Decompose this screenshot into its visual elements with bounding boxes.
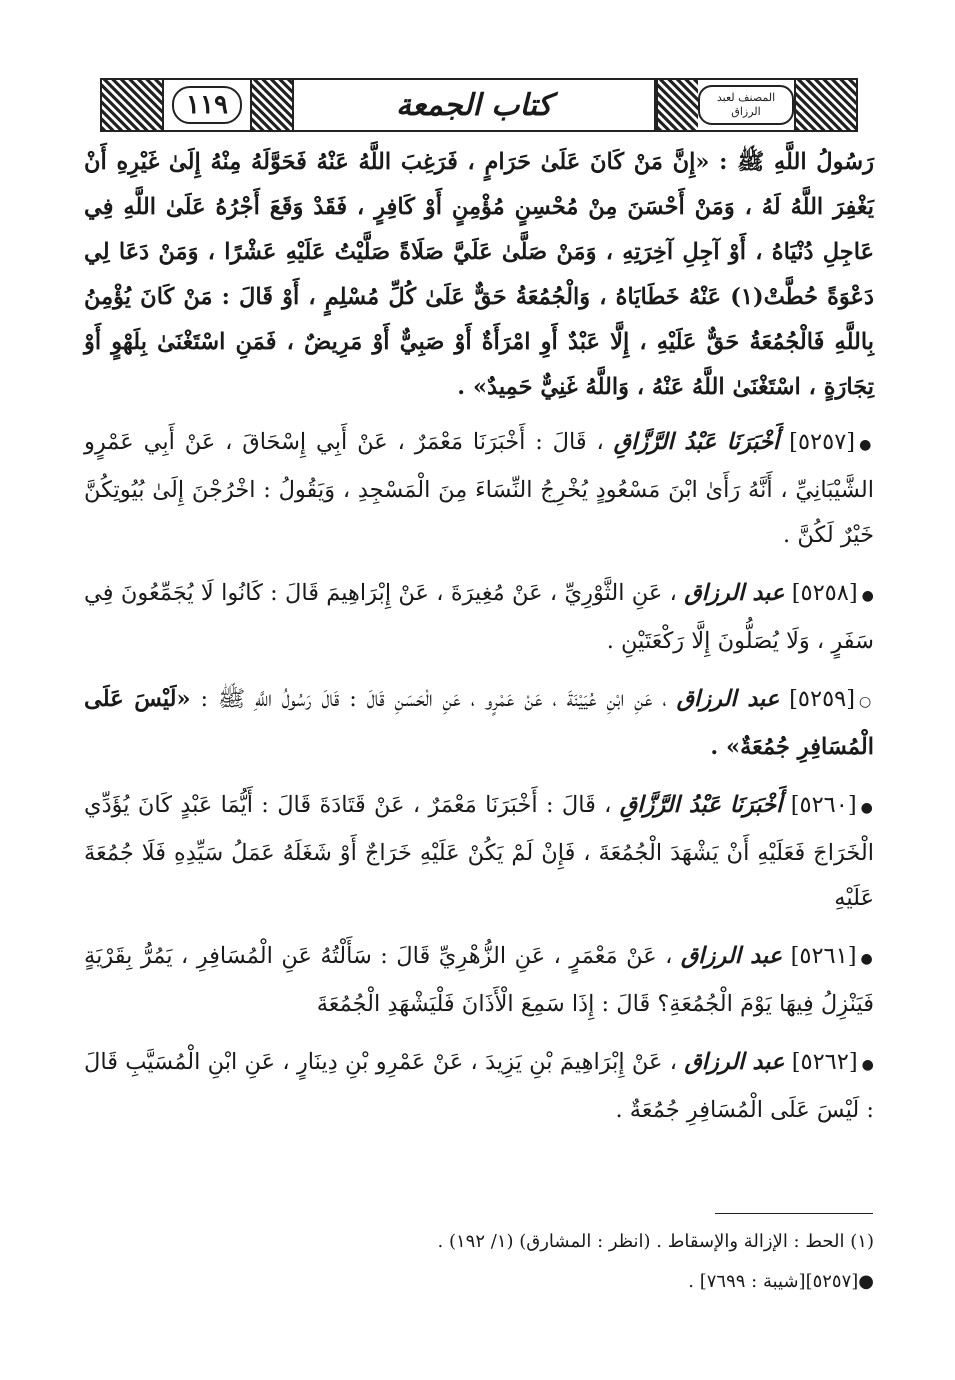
hadith-entry [84, 677, 874, 770]
entry-source: أَخْبَرَنَا عَبْدُ الرَّزَّاقِ [613, 429, 780, 455]
chapter-title: كتاب الجمعة [294, 80, 656, 130]
entry-number: [٥٢٥٧] [789, 429, 856, 455]
entry-source: عبد الرزاق [676, 686, 780, 712]
entry-text: ، عَنْ مَعْمَرٍ ، عَنِ الزُّهْرِيِّ قَالَ : سَأَلْتُهُ عَنِ الْمُسَافِرِ ، يَمُرُّ بِقَرْيَةٍ فَيَنْزِلُ فِيهَا يَوْمَ الْجُمُعَةِ؟ قَالَ : إِذَا سَمِعَ الْأَذَانَ فَلْيَشْهَدِ الْجُمُعَةَ [84, 943, 874, 1017]
entry-text: ، عَنِ الثَّوْرِيِّ ، عَنْ مُغِيرَةَ ، عَنْ إِبْرَاهِيمَ قَالَ : كَانُوا لَا يُجَمِّعُونَ فِي سَفَرٍ ، وَلَا يُصَلُّونَ إِلَّا رَكْعَتَيْنِ . [84, 580, 874, 654]
entry-number: [٥٢٦١] [790, 943, 857, 969]
header-ornament-left [102, 80, 164, 130]
entry-text: ، قَالَ : أَخْبَرَنَا مَعْمَرٌ ، عَنْ قَتَادَةَ قَالَ : أَيُّمَا عَبْدٍ كَانَ يُؤَدِّي الْخَرَاجَ فَعَلَيْهِ أَنْ يَشْهَدَ الْجُمُعَةَ ، فَإِنْ لَمْ يَكُنْ عَلَيْهِ خَرَاجٌ أَوْ شَغَلَهُ عَمَلُ سَيِّدِهِ فَلَا جُمُعَةَ عَلَيْهِ [84, 792, 874, 911]
entry-source: عبد الرزاق [680, 943, 783, 969]
footnote: (١) الحط : الإزالة والإسقاط . (انظر : المشارق) (١/ ١٩٢) . [437, 1231, 874, 1252]
footnote-reference: ●[٥٢٥٧][شيبة : ٧٦٩٩] . [688, 1271, 874, 1292]
entry-marker: ● [859, 437, 874, 453]
book-logo: المصنف لعبد الرزاق [698, 80, 794, 130]
entry-text: ، عَنْ إِبْرَاهِيمَ بْنِ يَزِيدَ ، عَنْ عَمْرِو بْنِ دِينَارٍ ، عَنِ ابْنِ الْمُسَيَّبِ قَالَ : لَيْسَ عَلَى الْمُسَافِرِ جُمُعَةٌ . [84, 1049, 874, 1123]
header-ornament-right [794, 80, 856, 130]
entry-source: أَخْبَرَنَا عَبْدُ الرَّزَّاقِ [619, 792, 783, 818]
hadith-entry [84, 1040, 874, 1133]
entry-text: ، عَنِ ابْنِ عُيَيْنَةَ ، عَنْ عَمْرٍو ، عَنِ الْحَسَنِ قَالَ : قَالَ رَسُولُ اللَّهِ ﷺ : [200, 686, 667, 712]
entry-number: [٥٢٥٨] [791, 580, 858, 606]
page-number: ١١٩ [164, 80, 252, 130]
hadith-entry [84, 571, 874, 664]
entry-quote: «لَيْسَ عَلَى الْمُسَافِرِ جُمُعَةٌ» . [84, 686, 874, 760]
entry-marker: ○ [859, 694, 874, 710]
lead-paragraph: رَسُولُ اللَّهِ ﷺ : «إِنَّ مَنْ كَانَ عَلَىٰ حَرَامٍ ، فَرَغِبَ اللَّهُ عَنْهُ فَحَوَّلَهُ مِنْهُ إِلَىٰ غَيْرِهِ أَنْ يَغْفِرَ اللَّهُ لَهُ ، وَمَنْ أَحْسَنَ مِنْ مُحْسِنٍ مُؤْمِنٍ أَوْ كَافِرٍ ، فَقَدْ وَقَعَ أَجْرُهُ عَلَىٰ اللَّهِ فِي عَاجِلِ دُنْيَاهُ ، أَوْ آجِلِ آخِرَتِهِ ، وَمَنْ صَلَّىٰ عَلَيَّ صَلَاةً صَلَّيْتُ عَلَيْهِ عَشْرًا ، وَمَنْ دَعَا لِي دَعْوَةً حُطَّتْ(١) عَنْهُ خَطَايَاهُ ، وَالْجُمُعَةُ حَقٌّ عَلَىٰ كُلِّ مُسْلِمٍ ، أَوْ قَالَ : مَنْ كَانَ يُؤْمِنُ بِاللَّهِ فَالْجُمُعَةُ حَقٌّ عَلَيْهِ ، إِلَّا عَبْدٌ أَوِ امْرَأَةٌ أَوْ صَبِيٌّ أَوْ مَرِيضٌ ، فَمَنِ اسْتَغْنَىٰ بِلَهْوٍ أَوْ تِجَارَةٍ ، اسْتَغْنَىٰ اللَّهُ عَنْهُ ، وَاللَّهُ غَنِيٌّ حَمِيدٌ» . [84, 149, 875, 400]
page-body [84, 140, 874, 1146]
header-ornament-mid-right [656, 80, 698, 130]
page-header [100, 78, 858, 132]
hadith-entry [84, 934, 874, 1027]
entry-marker: ● [861, 1057, 874, 1073]
hadith-entry [84, 783, 874, 921]
hadith-entry [84, 420, 874, 558]
entry-source: عبد الرزاق [684, 1049, 785, 1075]
footnote-divider [715, 1213, 873, 1214]
entry-marker: ● [860, 951, 875, 967]
entry-text: ، قَالَ : أَخْبَرَنَا مَعْمَرٌ ، عَنْ أَبِي إِسْحَاقَ ، عَنْ أَبِي عَمْرٍو الشَّيْبَانِيِّ ، أَنَّهُ رَأَىٰ ابْنَ مَسْعُودٍ يُخْرِجُ النِّسَاءَ مِنَ الْمَسْجِدِ ، وَيَقُولُ : اخْرُجْنَ إِلَىٰ بُيُوتِكُنَّ خَيْرٌ لَكُنَّ . [84, 429, 874, 548]
entry-source: عبد الرزاق [684, 580, 785, 606]
entry-number: [٥٢٦٠] [790, 792, 857, 818]
entry-number: [٥٢٥٩] [789, 686, 856, 712]
entry-marker: ● [861, 588, 875, 604]
entry-marker: ● [860, 800, 874, 816]
entry-number: [٥٢٦٢] [791, 1049, 858, 1075]
header-ornament-mid-left [252, 80, 294, 130]
